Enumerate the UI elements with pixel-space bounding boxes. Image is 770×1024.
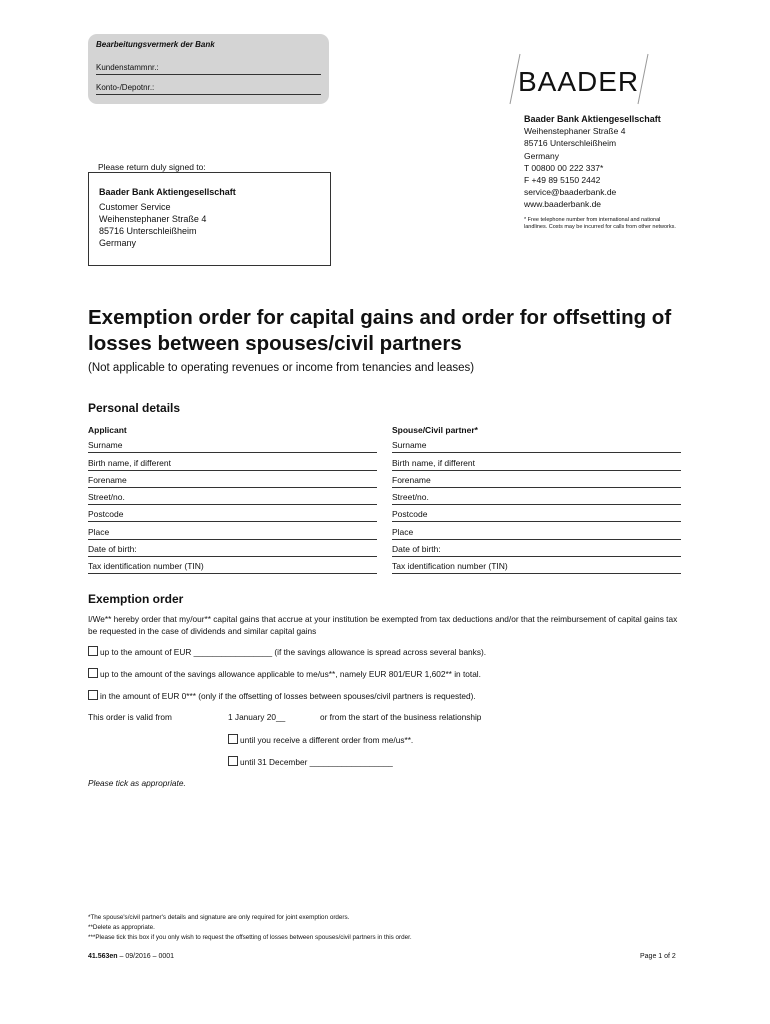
option-zero-label: in the amount of EUR 0*** (only if the offsetting of losses between spouses/civil partners is requested). [100, 691, 476, 701]
option-zero [88, 690, 476, 701]
address-web[interactable]: www.baaderbank.de [524, 199, 602, 210]
spouse-field-3[interactable]: Street/no. [392, 492, 681, 505]
applicant-field-0[interactable]: Surname [88, 440, 377, 453]
option-amount-checkbox[interactable] [88, 646, 98, 656]
phone-note: * Free telephone number from international and national landlines. Costs may be incurred for calls from other networks. [524, 216, 676, 230]
option-allowance [88, 668, 481, 679]
applicant-field-2[interactable]: Forename [88, 475, 377, 488]
return-line-dept: Customer Service [99, 202, 171, 212]
spouse-field-4[interactable]: Postcode [392, 509, 681, 522]
address-fax: F +49 89 5150 2442 [524, 175, 601, 186]
return-line-country: Germany [99, 238, 137, 248]
exemption-intro: I/We** hereby order that my/our** capital gains that accrue at your institution be exempted from tax deductions and/or that the reimbursement of capital gains tax be requested in the case of dividends and similar capital gains [88, 614, 678, 636]
option-amount [88, 646, 486, 657]
applicant-field-6[interactable]: Date of birth: [88, 544, 377, 557]
option-allowance-label: up to the amount of the savings allowance applicable to me/us**, namely EUR 801/EUR 1,602** in total. [100, 669, 481, 679]
baader-logo [496, 52, 662, 106]
return-line-city: 85716 Unterschleißheim [99, 226, 197, 236]
spouse-label: Spouse/Civil partner* [392, 425, 478, 435]
applicant-field-3[interactable]: Street/no. [88, 492, 377, 505]
return-label: Please return duly signed to: [98, 162, 206, 172]
until-new-order-label: until you receive a different order from me/us**. [240, 735, 414, 745]
valid-from-date[interactable]: 1 January 20__ [228, 712, 286, 722]
spouse-field-5[interactable]: Place [392, 527, 681, 540]
footnote-2: **Delete as appropriate. [88, 924, 155, 931]
bank-box-title: Bearbeitungsvermerk der Bank [96, 40, 215, 49]
tick-note: Please tick as appropriate. [88, 778, 186, 788]
applicant-field-5[interactable]: Place [88, 527, 377, 540]
option-allowance-checkbox[interactable] [88, 668, 98, 678]
spouse-field-1[interactable]: Birth name, if different [392, 458, 681, 471]
return-line-street: Weihenstephaner Straße 4 [99, 214, 207, 224]
bank-processing-box [88, 34, 329, 104]
address-company: Baader Bank Aktiengesellschaft [524, 114, 661, 124]
customer-number-field[interactable]: Kundenstammnr.: [96, 63, 321, 75]
valid-from-alt: or from the start of the business relationship [320, 712, 482, 722]
spouse-field-6[interactable]: Date of birth: [392, 544, 681, 557]
valid-from-label: This order is valid from [88, 712, 172, 722]
form-code [88, 953, 174, 960]
footnote-3: ***Please tick this box if you only wish to request the offsetting of losses between spouses/civil partners in this order. [88, 934, 412, 941]
form-code-number: 41.563en [88, 953, 118, 960]
page-subtitle: (Not applicable to operating revenues or income from tenancies and leases) [88, 362, 475, 374]
spouse-field-0[interactable]: Surname [392, 440, 681, 453]
applicant-field-1[interactable]: Birth name, if different [88, 458, 377, 471]
until-date-label: until 31 December __________________ [240, 757, 393, 767]
address-city: 85716 Unterschleißheim [524, 138, 617, 149]
footnote-1: *The spouse's/civil partner's details and signature are only required for joint exemption orders. [88, 914, 350, 921]
option-zero-checkbox[interactable] [88, 690, 98, 700]
address-phone: T 00800 00 222 337* [524, 162, 604, 173]
spouse-field-7[interactable]: Tax identification number (TIN) [392, 561, 681, 574]
page-title: Exemption order for capital gains and order for offsetting of losses between spouses/civil partners [88, 306, 672, 355]
personal-details-heading: Personal details [88, 401, 181, 415]
applicant-field-7[interactable]: Tax identification number (TIN) [88, 561, 377, 574]
address-street: Weihenstephaner Straße 4 [524, 126, 626, 137]
form-version: – 09/2016 – 0001 [119, 953, 175, 960]
until-new-order-checkbox[interactable] [228, 734, 238, 744]
return-line-company: Baader Bank Aktiengesellschaft [99, 187, 236, 197]
address-email[interactable]: service@baaderbank.de [524, 187, 617, 198]
spouse-field-2[interactable]: Forename [392, 475, 681, 488]
page-number: Page 1 of 2 [640, 953, 676, 960]
exemption-heading: Exemption order [88, 592, 184, 606]
option-until-date [228, 756, 393, 767]
until-date-checkbox[interactable] [228, 756, 238, 766]
return-address-box [88, 172, 331, 266]
account-number-field[interactable]: Konto-/Depotnr.: [96, 83, 321, 95]
bank-address [524, 113, 676, 231]
option-amount-label: up to the amount of EUR _________________ (if the savings allowance is spread across several banks). [100, 647, 487, 657]
option-until-new-order [228, 734, 413, 745]
applicant-field-4[interactable]: Postcode [88, 509, 377, 522]
applicant-label: Applicant [88, 425, 127, 435]
logo-text: BAADER [518, 66, 640, 97]
address-country: Germany [524, 150, 559, 161]
